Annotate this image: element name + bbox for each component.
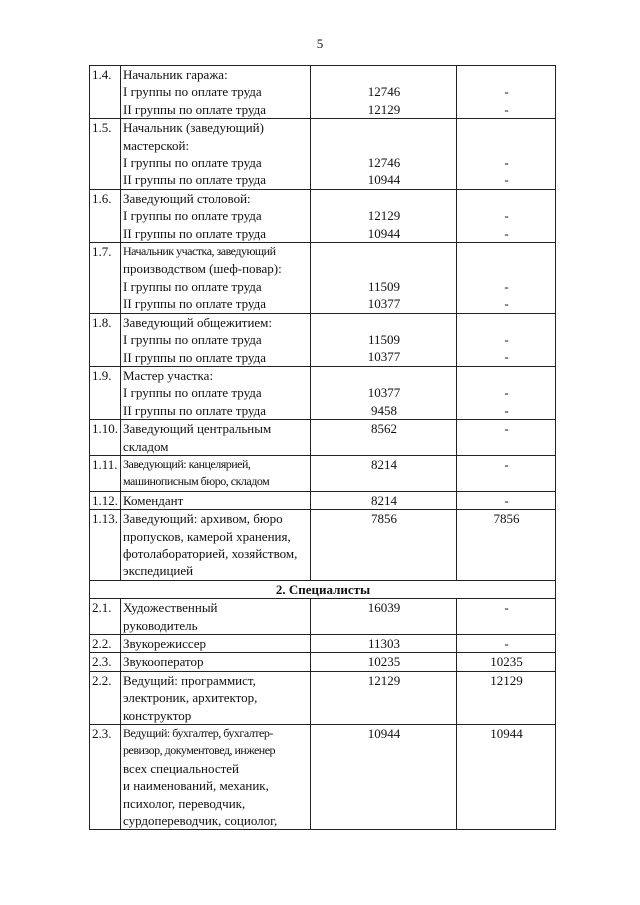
second-value-line: - xyxy=(504,296,509,312)
salary-value-line: 10377 xyxy=(367,296,401,312)
salary-value-line xyxy=(313,314,455,331)
second-value xyxy=(457,243,556,314)
second-value-line: - xyxy=(504,332,509,348)
row-number: 1.10. xyxy=(90,420,121,456)
second-value xyxy=(457,119,556,190)
second-value xyxy=(457,671,556,724)
table-row xyxy=(90,119,556,190)
position-line: Заведующий: архивом, бюро xyxy=(123,511,283,527)
section-title: 2. Специалисты xyxy=(90,580,556,598)
position-title xyxy=(121,599,311,635)
table-row xyxy=(90,510,556,581)
position-line: конструктор xyxy=(123,707,192,723)
position-line: Ведущий: программист, xyxy=(123,672,256,688)
second-value xyxy=(457,366,556,419)
position-line: I группы по оплате труда xyxy=(123,385,262,401)
second-value-line: 10944 xyxy=(490,726,523,742)
second-value xyxy=(457,510,556,581)
salary-value xyxy=(311,671,457,724)
second-value xyxy=(457,420,556,456)
salary-value-line xyxy=(313,66,455,83)
position-line: Начальник (заведующий) xyxy=(123,120,264,136)
position-line: Ведущий: бухгалтер, бухгалтер- xyxy=(123,726,273,741)
salary-value-line: 7856 xyxy=(371,511,397,527)
salary-value-line: 11303 xyxy=(367,636,401,651)
position-title xyxy=(121,510,311,581)
position-line: ревизор, документовед, инженер xyxy=(123,743,276,758)
position-line: II группы по оплате труда xyxy=(123,402,266,418)
position-title xyxy=(121,189,311,242)
position-title xyxy=(121,366,311,419)
salary-value-line xyxy=(313,119,455,136)
second-value-line: - xyxy=(504,492,509,508)
position-line: пропусков, камерой хранения, xyxy=(123,528,291,544)
table-row xyxy=(90,420,556,456)
salary-value-line: 12746 xyxy=(367,155,401,170)
position-title xyxy=(121,455,311,491)
second-value xyxy=(457,725,556,830)
position-line: складом xyxy=(123,438,169,454)
row-number: 1.6. xyxy=(90,189,121,242)
second-value-line: - xyxy=(504,456,509,472)
second-value-line: 10235 xyxy=(490,654,523,670)
salary-value-line: 10377 xyxy=(367,385,401,401)
second-value-line: - xyxy=(504,600,509,616)
second-value xyxy=(457,635,556,653)
salary-value xyxy=(311,243,457,314)
table-row xyxy=(90,671,556,724)
second-value xyxy=(457,653,556,671)
position-line: II группы по оплате труда xyxy=(123,101,266,117)
position-line: руководитель xyxy=(123,617,198,633)
page-number: 5 xyxy=(316,36,324,51)
salary-value xyxy=(311,313,457,366)
position-line: экспедицией xyxy=(123,563,194,579)
position-line: Заведующий общежитием: xyxy=(123,314,273,330)
row-number: 1.5. xyxy=(90,119,121,190)
position-title xyxy=(121,653,311,671)
table-row xyxy=(90,313,556,366)
second-value-line: - xyxy=(504,101,509,117)
position-title xyxy=(121,491,311,509)
second-value xyxy=(457,189,556,242)
position-line: II группы по оплате труда xyxy=(123,349,266,365)
second-value-line: - xyxy=(504,385,509,401)
salary-value-line: 11509 xyxy=(367,278,401,294)
second-value-line xyxy=(459,119,554,136)
row-number: 1.9. xyxy=(90,366,121,419)
salary-value xyxy=(311,66,457,119)
second-value-line xyxy=(459,190,554,207)
salary-value-line: 12129 xyxy=(367,208,401,224)
second-value-line: 12129 xyxy=(490,672,523,688)
row-number: 1.7. xyxy=(90,243,121,314)
position-line: I группы по оплате труда xyxy=(123,208,262,224)
table-row xyxy=(90,653,556,671)
second-value-line xyxy=(459,137,554,154)
position-line: фотолабораторией, хозяйством, xyxy=(123,545,298,561)
row-number: 2.2. xyxy=(90,671,121,724)
salary-value-line: 12746 xyxy=(367,84,401,100)
salary-table xyxy=(89,65,556,830)
second-value xyxy=(457,491,556,509)
salary-value-line: 12129 xyxy=(367,672,401,688)
second-value-line xyxy=(459,243,554,260)
position-line: машинописным бюро, складом xyxy=(123,474,270,489)
second-value-line: - xyxy=(504,172,509,188)
position-line: Заведующий: канцелярией, xyxy=(123,456,251,471)
salary-value xyxy=(311,599,457,635)
salary-value xyxy=(311,491,457,509)
second-value-line xyxy=(459,367,554,384)
second-value-line: - xyxy=(504,208,509,224)
second-value xyxy=(457,66,556,119)
table-row xyxy=(90,725,556,830)
salary-value xyxy=(311,189,457,242)
position-title xyxy=(121,725,311,830)
table-row xyxy=(90,366,556,419)
table-row xyxy=(90,491,556,509)
position-title xyxy=(121,671,311,724)
salary-value-line: 9458 xyxy=(371,402,397,418)
row-number: 1.12. xyxy=(90,491,121,509)
table-row xyxy=(90,455,556,491)
position-line: электроник, архитектор, xyxy=(123,690,258,706)
section-header-row xyxy=(90,580,556,598)
salary-value xyxy=(311,420,457,456)
second-value-line: - xyxy=(504,225,509,241)
second-value-line: - xyxy=(504,349,509,365)
position-line: I группы по оплате труда xyxy=(123,155,262,171)
salary-value xyxy=(311,510,457,581)
position-title xyxy=(121,635,311,653)
second-value-line: - xyxy=(504,155,509,170)
row-number: 2.3. xyxy=(90,725,121,830)
position-line: I группы по оплате труда xyxy=(123,332,262,348)
second-value-line: 7856 xyxy=(493,511,520,527)
position-line: сурдопереводчик, социолог, xyxy=(123,813,278,829)
salary-value-line: 11509 xyxy=(367,332,401,348)
salary-value-line: 10944 xyxy=(367,225,401,241)
second-value xyxy=(457,599,556,635)
salary-value-line: 8214 xyxy=(371,456,397,472)
second-value xyxy=(457,313,556,366)
table-row xyxy=(90,66,556,119)
second-value-line: - xyxy=(504,421,509,437)
table-row xyxy=(90,599,556,635)
salary-value-line: 10944 xyxy=(367,172,401,188)
position-line: мастерской: xyxy=(123,137,190,153)
salary-table-body xyxy=(90,66,556,830)
position-line: Мастер участка: xyxy=(123,367,214,383)
position-line: Звукорежиссер xyxy=(123,636,207,651)
row-number: 1.11. xyxy=(90,455,121,491)
second-value-line: - xyxy=(504,278,509,294)
salary-value-line: 10235 xyxy=(367,654,401,670)
position-line: II группы по оплате труда xyxy=(123,225,266,241)
table-row xyxy=(90,189,556,242)
position-line: II группы по оплате труда xyxy=(123,172,266,188)
second-value-line: - xyxy=(504,402,509,418)
second-value xyxy=(457,455,556,491)
position-title xyxy=(121,66,311,119)
position-line: производством (шеф-повар): xyxy=(123,261,282,277)
position-title xyxy=(121,243,311,314)
second-value-line xyxy=(459,66,554,83)
row-number: 2.1. xyxy=(90,599,121,635)
salary-value-line: 16039 xyxy=(367,600,401,616)
salary-value xyxy=(311,635,457,653)
salary-value-line: 10377 xyxy=(367,349,401,365)
position-title xyxy=(121,420,311,456)
position-title xyxy=(121,119,311,190)
position-line: Начальник участка, заведующий xyxy=(123,244,276,259)
salary-value-line xyxy=(313,260,455,277)
second-value-line xyxy=(459,260,554,277)
position-line: Звукооператор xyxy=(123,654,204,670)
salary-value-line: 8214 xyxy=(371,492,397,508)
second-value-line xyxy=(459,314,554,331)
second-value-line: - xyxy=(504,636,509,651)
salary-value xyxy=(311,725,457,830)
position-line: и наименований, механик, xyxy=(123,778,269,794)
salary-value-line xyxy=(313,190,455,207)
position-line: Комендант xyxy=(123,492,184,508)
position-line: Заведующий столовой: xyxy=(123,190,251,206)
position-line: Художественный xyxy=(123,600,218,616)
row-number: 1.8. xyxy=(90,313,121,366)
salary-value-line xyxy=(313,243,455,260)
salary-value-line xyxy=(313,367,455,384)
salary-value-line: 12129 xyxy=(367,101,401,117)
position-line: I группы по оплате труда xyxy=(123,278,262,294)
table-row xyxy=(90,635,556,653)
salary-value-line xyxy=(313,137,455,154)
position-line: всех специальностей xyxy=(123,760,240,776)
row-number: 2.3. xyxy=(90,653,121,671)
salary-value xyxy=(311,119,457,190)
row-number: 1.13. xyxy=(90,510,121,581)
row-number: 2.2. xyxy=(90,635,121,653)
salary-value xyxy=(311,455,457,491)
position-line: психолог, переводчик, xyxy=(123,795,246,811)
salary-value-line: 8562 xyxy=(371,421,397,437)
row-number: 1.4. xyxy=(90,66,121,119)
position-line: Заведующий центральным xyxy=(123,421,272,437)
second-value-line: - xyxy=(504,84,509,100)
salary-value xyxy=(311,653,457,671)
position-line: I группы по оплате труда xyxy=(123,84,262,100)
position-line: II группы по оплате труда xyxy=(123,296,266,312)
salary-value xyxy=(311,366,457,419)
position-line: Начальник гаража: xyxy=(123,67,228,82)
position-title xyxy=(121,313,311,366)
salary-value-line: 10944 xyxy=(367,726,401,742)
table-row xyxy=(90,243,556,314)
